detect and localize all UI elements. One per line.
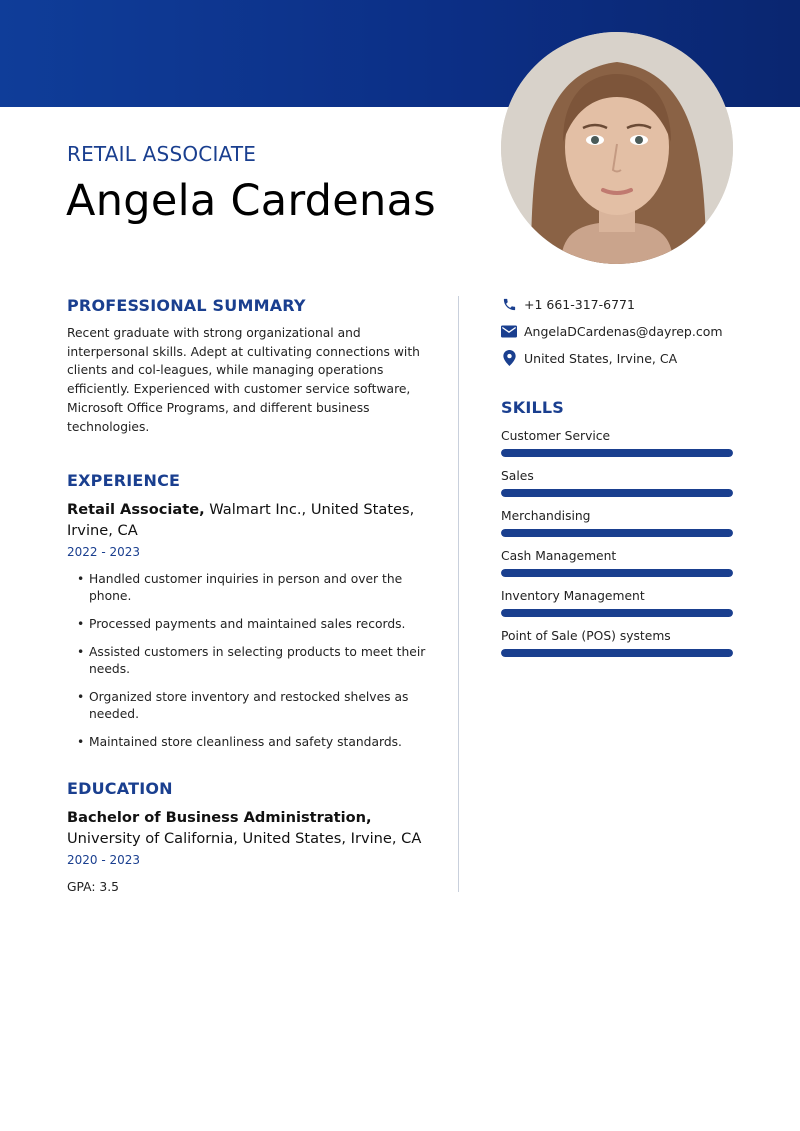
- skills-heading: SKILLS: [501, 398, 564, 417]
- skill-bar-fill: [501, 569, 733, 577]
- skill-label: Point of Sale (POS) systems: [501, 629, 671, 643]
- location-pin-icon: [501, 350, 517, 366]
- skills-list: [501, 429, 733, 657]
- education-school: University of California, United States, Irvine, CA: [67, 829, 422, 847]
- phone-number: +1 661-317-6771: [524, 296, 635, 312]
- email-address[interactable]: AngelaDCardenas@dayrep.com: [524, 323, 723, 339]
- education-dates: 2020 - 2023: [67, 853, 141, 868]
- skill-bar: [501, 529, 733, 537]
- skill-bar-fill: [501, 649, 733, 657]
- skill-bar: [501, 449, 733, 457]
- education-degree: Bachelor of Business Administration,: [67, 809, 372, 827]
- skill-label: Inventory Management: [501, 589, 645, 603]
- skill-item: [501, 509, 733, 537]
- location-text: United States, Irvine, CA: [524, 350, 678, 366]
- list-item: • Processed payments and maintained sales records.: [77, 617, 406, 632]
- skill-bar: [501, 489, 733, 497]
- skill-bar: [501, 569, 733, 577]
- skill-item: [501, 429, 733, 457]
- education-entry-heading: [67, 808, 429, 849]
- list-item: • Assisted customers in selecting products to meet their needs.: [77, 645, 426, 677]
- skill-label: Customer Service: [501, 429, 611, 443]
- skill-label: Merchandising: [501, 509, 591, 523]
- job-title: RETAIL ASSOCIATE: [67, 142, 257, 166]
- experience-company: Walmart Inc., United States, Irvine, CA: [67, 501, 415, 539]
- skill-item: [501, 589, 733, 617]
- skill-item: [501, 549, 733, 577]
- skill-label: Sales: [501, 469, 534, 483]
- contact-phone: [501, 296, 733, 312]
- experience-dates: 2022 - 2023: [67, 545, 141, 560]
- phone-icon: [501, 296, 517, 312]
- right-column: [501, 296, 733, 657]
- skill-bar-fill: [501, 609, 733, 617]
- experience-heading: EXPERIENCE: [67, 471, 181, 491]
- skill-label: Cash Management: [501, 549, 617, 563]
- education-gpa: GPA: 3.5: [67, 880, 119, 895]
- skill-item: [501, 469, 733, 497]
- profile-photo: [501, 32, 733, 264]
- contact-email: [501, 323, 733, 339]
- summary-text: Recent graduate with strong organizational and interpersonal skills. Adept at cultivating connections with clients and col-leagues, while managing operations efficiently. Experienced with customer service software, Microsoft Office Programs, and different business technologies.: [67, 326, 420, 434]
- experience-section: [67, 471, 429, 751]
- experience-bullets: [67, 571, 429, 751]
- summary-heading: PROFESSIONAL SUMMARY: [67, 296, 306, 315]
- list-item: • Organized store inventory and restocked shelves as needed.: [77, 690, 409, 722]
- experience-entry-heading: [67, 500, 429, 541]
- contact-location: [501, 350, 733, 366]
- education-heading: EDUCATION: [67, 779, 173, 799]
- list-item: • Maintained store cleanliness and safety standards.: [77, 735, 402, 750]
- skill-item: [501, 629, 733, 657]
- skill-bar-fill: [501, 449, 733, 457]
- skill-bar: [501, 609, 733, 617]
- list-item: • Handled customer inquiries in person and over the phone.: [77, 572, 403, 604]
- experience-role: Retail Associate,: [67, 501, 205, 519]
- education-section: [67, 779, 429, 894]
- candidate-name: Angela Cardenas: [66, 176, 436, 226]
- skill-bar: [501, 649, 733, 657]
- left-column: [67, 296, 429, 894]
- skill-bar-fill: [501, 489, 733, 497]
- mail-icon: [501, 323, 517, 339]
- column-divider: [458, 296, 459, 892]
- skill-bar-fill: [501, 529, 733, 537]
